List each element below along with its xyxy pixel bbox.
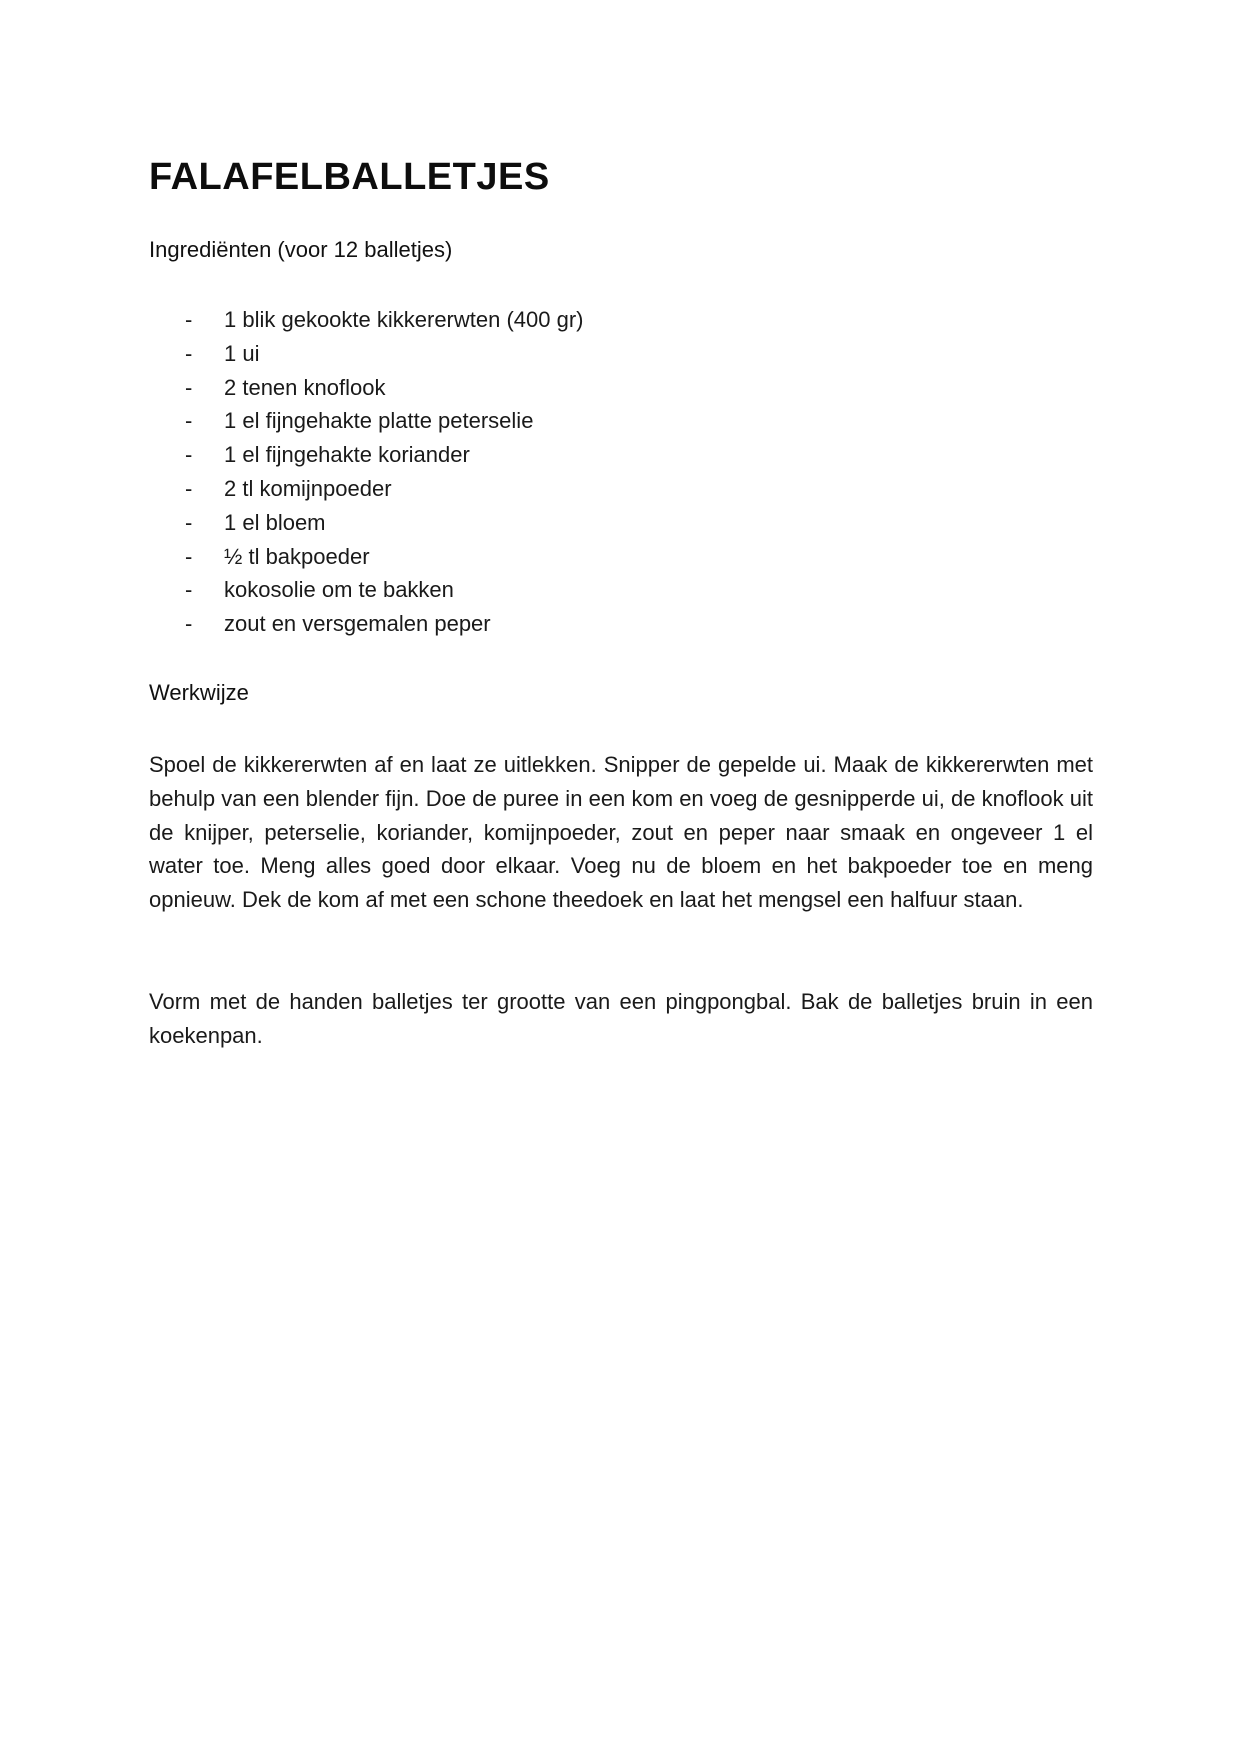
bullet-dash: - [185, 374, 193, 400]
ingredient-text: 1 el fijngehakte platte peterselie [224, 408, 534, 434]
ingredient-text: 2 tl komijnpoeder [224, 475, 392, 501]
bullet-dash: - [185, 340, 193, 366]
bullet-dash: - [185, 475, 193, 501]
ingredients-heading: Ingrediënten (voor 12 balletjes) [149, 237, 453, 262]
ingredient-text: 1 el bloem [224, 509, 326, 535]
method-paragraph: Vorm met de handen balletjes ter grootte van een pingpongbal. Bak de balletjes bruin in een koekenpan. [149, 989, 1093, 1048]
ingredient-text: 1 el fijngehakte koriander [224, 442, 470, 468]
bullet-dash: - [185, 611, 193, 637]
bullet-dash: - [185, 442, 193, 468]
ingredient-text: zout en versgemalen peper [224, 611, 491, 637]
method-heading: Werkwijze [149, 680, 249, 705]
ingredient-text: 2 tenen knoflook [224, 374, 386, 400]
recipe-title: FALAFELBALLETJES [149, 156, 550, 198]
ingredient-text: ½ tl bakpoeder [224, 543, 370, 569]
ingredient-text: 1 ui [224, 340, 260, 366]
bullet-dash: - [185, 408, 193, 434]
bullet-dash: - [185, 577, 193, 603]
method-paragraph: Spoel de kikkererwten af en laat ze uitlekken. Snipper de gepelde ui. Maak de kikkererwten met behulp van een blender fijn. Doe de puree in een kom en voeg de gesnipperde ui, de knoflook uit de knijper, peterselie, koriander, komijnpoeder, zout en peper naar smaak en ongeveer 1 el water toe. Meng alles goed door elkaar. Voeg nu de bloem en het bakpoeder toe en meng opnieuw. Dek de kom af met een schone theedoek en laat het mengsel een halfuur staan. [149, 752, 1093, 913]
bullet-dash: - [185, 509, 193, 535]
ingredient-text: kokosolie om te bakken [224, 577, 454, 603]
ingredient-text: 1 blik gekookte kikkererwten (400 gr) [224, 307, 584, 332]
bullet-dash: - [185, 543, 193, 569]
bullet-dash: - [185, 307, 193, 332]
